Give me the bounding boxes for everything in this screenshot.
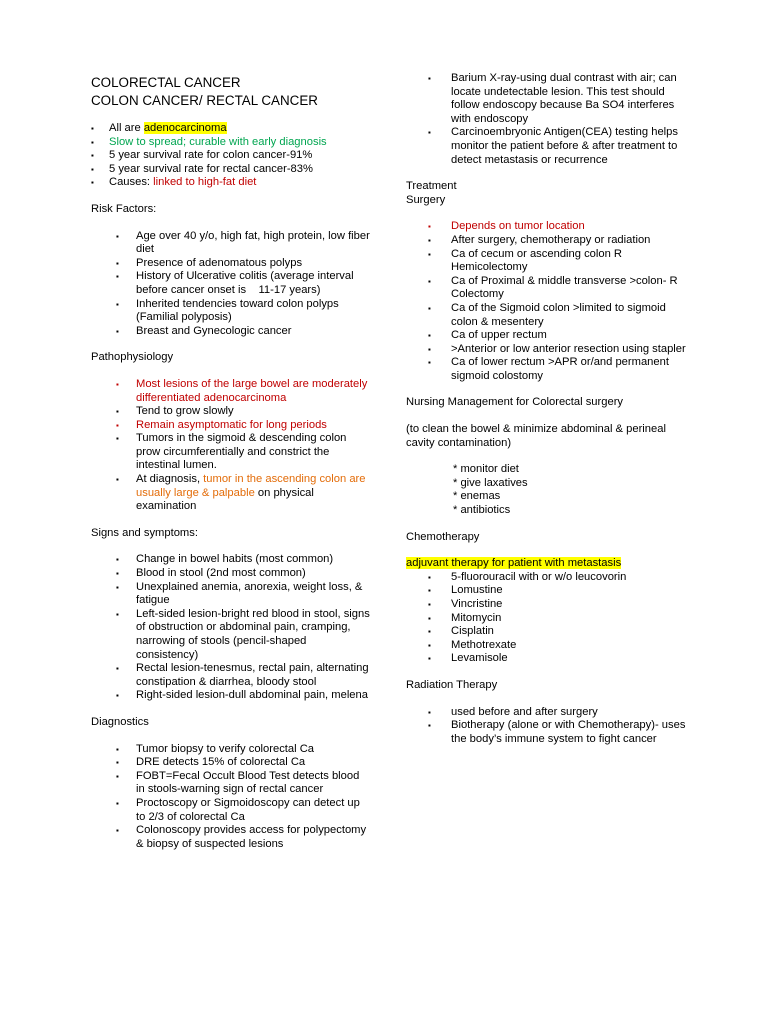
list-item: ▪ Presence of adenomatous polyps bbox=[116, 256, 303, 269]
bullet-icon: ▪ bbox=[116, 609, 119, 619]
list-item: ▪ DRE detects 15% of colorectal Ca bbox=[116, 756, 306, 769]
list-item: ▪ Depends on tumor location bbox=[428, 220, 585, 233]
bullet-icon: ▪ bbox=[428, 640, 431, 650]
pathophysiology-heading: Pathophysiology bbox=[91, 351, 174, 364]
bullet-icon: ▪ bbox=[428, 249, 431, 259]
list-item: ▪ Rectal lesion-tenesmus, rectal pain, alternating constipation & diarrhea, bloody stool bbox=[116, 662, 369, 688]
list-item: ▪ Left-sided lesion-bright red blood in stool, signs of obstruction or abdominal pain, cramping, narrowing of stools (pencil-shaped consistency) bbox=[116, 607, 370, 661]
left-column bbox=[91, 74, 371, 851]
bullet-icon: ▪ bbox=[91, 124, 94, 133]
bullet-icon: ▪ bbox=[116, 555, 119, 565]
bullet-icon: ▪ bbox=[428, 222, 431, 232]
list-item: ▪ Proctoscopy or Sigmoidoscopy can detect up to 2/3 of colorectal Ca bbox=[116, 796, 360, 823]
list-item: ▪ Change in bowel habits (most common) bbox=[116, 553, 334, 566]
bullet-icon: ▪ bbox=[116, 420, 119, 430]
surgery-heading: Surgery bbox=[406, 193, 446, 206]
list-item: * antibiotics bbox=[453, 504, 511, 517]
bullet-icon: ▪ bbox=[428, 358, 431, 368]
treatment-heading: Treatment bbox=[406, 180, 457, 193]
bullet-icon: ▪ bbox=[116, 379, 119, 389]
bullet-icon: ▪ bbox=[116, 407, 119, 417]
list-item: ▪ Methotrexate bbox=[428, 638, 517, 651]
bullet-icon: ▪ bbox=[116, 272, 119, 282]
bullet-icon: ▪ bbox=[428, 344, 431, 354]
list-item: ▪ Carcinoembryonic Antigen(CEA) testing helps monitor the patient before & after treatment to detect metastasis or recurrence bbox=[428, 126, 678, 166]
list-item: ▪ Ca of upper rectum bbox=[428, 329, 547, 342]
chemotherapy-list bbox=[406, 571, 686, 666]
bullet-icon: ▪ bbox=[91, 178, 94, 188]
signs-symptoms-heading: Signs and symptoms: bbox=[91, 526, 198, 539]
list-item: ▪ Tumors in the sigmoid & descending colon prow circumferentially and constrict the intestinal lumen. bbox=[116, 432, 347, 472]
list-item: ▪ Slow to spread; curable with early diagnosis bbox=[91, 135, 327, 148]
list-item: ▪ Right-sided lesion-dull abdominal pain, melena bbox=[116, 689, 368, 702]
bullet-icon: ▪ bbox=[116, 758, 119, 768]
bullet-icon: ▪ bbox=[116, 299, 119, 309]
bullet-icon: ▪ bbox=[116, 664, 119, 674]
list-item: ▪ Biotherapy (alone or with Chemotherapy)- uses the body’s immune system to fight cancer bbox=[428, 719, 686, 745]
bullet-icon: ▪ bbox=[428, 74, 431, 83]
bullet-icon: ▪ bbox=[428, 600, 431, 609]
intro-list bbox=[91, 122, 371, 190]
bullet-icon: ▪ bbox=[428, 654, 431, 664]
list-item: ▪ 5-fluorouracil with or w/o leucovorin bbox=[428, 570, 627, 583]
list-item: ▪ Breast and Gynecologic cancer bbox=[116, 324, 292, 337]
list-item: ▪ Barium X-ray-using dual contrast with air; can locate undetectable lesion. This test should follow endoscopy because Ba SO4 interferes with endoscopy bbox=[428, 72, 677, 125]
list-item: ▪ 5 year survival rate for rectal cancer-83% bbox=[91, 162, 313, 175]
bullet-icon: ▪ bbox=[428, 586, 431, 596]
list-item: ▪ FOBT=Fecal Occult Blood Test detects blood in stools-warning sign of rectal cancer bbox=[116, 769, 360, 796]
list-item: ▪ Inherited tendencies toward colon polyps (Familial polyposis) bbox=[116, 297, 339, 324]
bullet-icon: ▪ bbox=[91, 137, 94, 147]
diagnostics-list bbox=[91, 743, 371, 852]
bullet-icon: ▪ bbox=[428, 276, 431, 286]
list-item: ▪ Ca of the Sigmoid colon >limited to sigmoid colon & mesentery bbox=[428, 301, 666, 328]
radiation-therapy-heading: Radiation Therapy bbox=[406, 678, 498, 691]
bullet-icon: ▪ bbox=[428, 707, 431, 717]
bullet-icon: ▪ bbox=[428, 331, 431, 341]
list-item: ▪ History of Ulcerative colitis (average interval before cancer onset is 11-17 years) bbox=[116, 270, 357, 296]
list-item: ▪ Cisplatin bbox=[428, 625, 494, 638]
pathophysiology-list bbox=[91, 378, 371, 514]
bullet-icon: ▪ bbox=[116, 434, 119, 444]
bullet-icon: ▪ bbox=[116, 326, 119, 336]
bullet-icon: ▪ bbox=[116, 582, 119, 592]
list-item: ▪ Unexplained anemia, anorexia, weight loss, & fatigue bbox=[116, 580, 363, 607]
bullet-icon: ▪ bbox=[116, 691, 119, 701]
title-line-1: COLORECTAL CANCER bbox=[91, 75, 241, 90]
bullet-icon: ▪ bbox=[428, 303, 431, 313]
list-item: * give laxatives bbox=[453, 476, 528, 489]
list-item: ▪ Most lesions of the large bowel are moderately differentiated adenocarcinoma bbox=[116, 377, 368, 404]
bullet-icon: ▪ bbox=[428, 627, 431, 637]
list-item: ▪ Colonoscopy provides access for polypectomy & biopsy of suspected lesions bbox=[116, 824, 367, 850]
list-item: ▪ 5 year survival rate for colon cancer-91% bbox=[91, 149, 313, 162]
bullet-icon: ▪ bbox=[116, 771, 119, 781]
list-item: ▪ Blood in stool (2nd most common) bbox=[116, 567, 306, 580]
list-item: ▪ Lomustine bbox=[428, 584, 503, 597]
bullet-icon: ▪ bbox=[116, 744, 119, 754]
signs-symptoms-list bbox=[91, 553, 371, 703]
list-item: ▪ Ca of Proximal & middle transverse >colon- R Colectomy bbox=[428, 274, 678, 301]
bullet-icon: ▪ bbox=[116, 798, 119, 808]
list-item: ▪ used before and after surgery bbox=[428, 705, 598, 718]
nursing-management-list bbox=[406, 463, 686, 517]
list-item: ▪ At diagnosis, tumor in the ascending colon are usually large & palpable on physical examination bbox=[116, 473, 366, 513]
right-column bbox=[406, 72, 686, 746]
bullet-icon: ▪ bbox=[116, 826, 119, 836]
list-item: ▪ After surgery, chemotherapy or radiation bbox=[428, 233, 651, 246]
list-item: ▪ Mitomycin bbox=[428, 611, 502, 624]
bullet-icon: ▪ bbox=[428, 128, 431, 138]
list-item: ▪ Causes: linked to high-fat diet bbox=[91, 176, 257, 189]
document-title bbox=[91, 74, 371, 110]
bullet-icon: ▪ bbox=[91, 164, 94, 174]
nursing-management-note: (to clean the bowel & minimize abdominal & perineal cavity contamination) bbox=[406, 423, 666, 449]
bullet-icon: ▪ bbox=[428, 721, 431, 731]
bullet-icon: ▪ bbox=[428, 235, 431, 245]
list-item: ▪ Levamisole bbox=[428, 652, 508, 665]
bullet-icon: ▪ bbox=[116, 231, 119, 241]
risk-factors-heading: Risk Factors: bbox=[91, 202, 157, 215]
chemotherapy-heading: Chemotherapy bbox=[406, 530, 480, 543]
list-item: ▪ Tend to grow slowly bbox=[116, 405, 234, 418]
radiation-therapy-list bbox=[406, 706, 686, 747]
risk-factors-list bbox=[91, 230, 371, 339]
bullet-icon: ▪ bbox=[116, 569, 119, 579]
bullet-icon: ▪ bbox=[91, 151, 94, 161]
surgery-list bbox=[406, 220, 686, 383]
list-item: ▪ Ca of cecum or ascending colon R Hemicolectomy bbox=[428, 247, 623, 274]
bullet-icon: ▪ bbox=[116, 258, 119, 268]
list-item: ▪ >Anterior or low anterior resection using stapler bbox=[428, 342, 686, 355]
nursing-management-heading: Nursing Management for Colorectal surgery bbox=[406, 396, 624, 409]
list-item: * monitor diet bbox=[453, 463, 519, 476]
title-line-2: COLON CANCER/ RECTAL CANCER bbox=[91, 93, 318, 108]
list-item: ▪ All are adenocarcinoma bbox=[91, 122, 227, 134]
diagnostics-list-continued bbox=[406, 72, 686, 167]
list-item: * enemas bbox=[453, 490, 501, 503]
bullet-icon: ▪ bbox=[428, 613, 431, 623]
list-item: ▪ Vincristine bbox=[428, 598, 503, 610]
list-item: ▪ Ca of lower rectum >APR or/and permanent sigmoid colostomy bbox=[428, 356, 669, 382]
list-item: ▪ Tumor biopsy to verify colorectal Ca bbox=[116, 742, 315, 755]
list-item: ▪ Remain asymptomatic for long periods bbox=[116, 418, 327, 431]
list-item: ▪ Age over 40 y/o, high fat, high protein, low fiber diet bbox=[116, 229, 370, 256]
bullet-icon: ▪ bbox=[428, 572, 431, 582]
bullet-icon: ▪ bbox=[116, 475, 119, 485]
diagnostics-heading: Diagnostics bbox=[91, 715, 149, 728]
chemotherapy-note: adjuvant therapy for patient with metastasis bbox=[406, 557, 622, 570]
